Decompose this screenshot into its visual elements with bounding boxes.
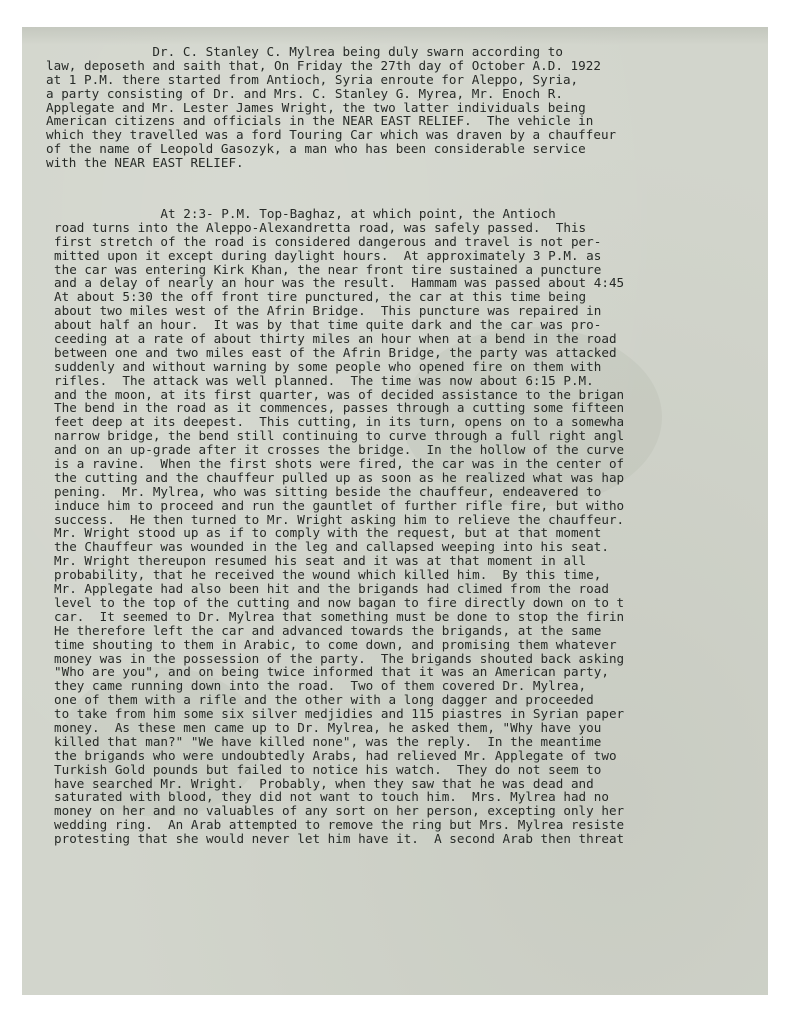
text-line: they came running down into the road. Two of them covered Dr. Mylrea,: [54, 678, 587, 694]
text-line: feet deep at its deepest. This cutting, in its turn, opens on to a somewha: [54, 414, 625, 430]
text-line: wedding ring. An Arab attempted to remove the ring but Mrs. Mylrea resiste: [54, 817, 625, 833]
text-line: level to the top of the cutting and now bagan to fire directly down on to t: [54, 594, 625, 610]
text-line: Applegate and Mr. Lester James Wright, the two latter individuals being: [46, 99, 586, 115]
text-line: "Who are you", and on being twice informed that it was an American party,: [54, 664, 609, 680]
text-line: car. It seemed to Dr. Mylrea that something must be done to stop the firin: [54, 608, 625, 624]
text-line: narrow bridge, the bend still continuing to curve through a full right angl: [54, 428, 625, 444]
text-line: saturated with blood, they did not want to touch him. Mrs. Mylrea had no: [54, 789, 609, 805]
text-line: law, deposeth and saith that, On Friday the 27th day of October A.D. 1922: [46, 57, 601, 73]
text-line: money was in the possession of the party. The brigands shouted back asking: [54, 650, 625, 666]
text-line: of the name of Leopold Gasozyk, a man who has been considerable service: [46, 141, 586, 157]
typed-affidavit-page: [22, 27, 768, 995]
text-line: road turns into the Aleppo-Alexandretta road, was safely passed. This: [54, 219, 587, 235]
text-line: probability, that he received the wound which killed him. By this time,: [54, 567, 602, 583]
incident-paragraph: [54, 207, 624, 846]
text-line: the Chauffeur was wounded in the leg and callapsed weeping into his seat.: [54, 539, 609, 555]
text-line: first stretch of the road is considered dangerous and travel is not per-: [54, 233, 602, 249]
text-line: between one and two miles east of the Afrin Bridge, the party was attacked: [54, 344, 617, 360]
text-line: Turkish Gold pounds but failed to notice his watch. They do not seem to: [54, 761, 602, 777]
text-line: about two miles west of the Afrin Bridge. This puncture was repaired in: [54, 303, 602, 319]
text-line: American citizens and officials in the NEAR EAST RELIEF. The vehicle in: [46, 113, 594, 129]
text-line: at 1 P.M. there started from Antioch, Syria enroute for Aleppo, Syria,: [46, 71, 579, 87]
text-line: induce him to proceed and run the gauntlet of further rifle fire, but witho: [54, 497, 625, 513]
text-line: and on an up-grade after it crosses the bridge. In the hollow of the curve: [54, 442, 625, 458]
opening-paragraph: [46, 45, 616, 170]
text-line: have searched Mr. Wright. Probably, when they saw that he was dead and: [54, 775, 594, 791]
text-line: about half an hour. It was by that time quite dark and the car was pro-: [54, 317, 602, 333]
text-line: with the NEAR EAST RELIEF.: [46, 155, 244, 171]
paper-top-shadow: [22, 27, 768, 45]
text-line: killed that man?" "We have killed none", was the reply. In the meantime: [54, 733, 602, 749]
text-line: Dr. C. Stanley C. Mylrea being duly swarn according to: [46, 44, 563, 59]
text-line: Mr. Wright stood up as if to comply with the request, but at that moment: [54, 525, 602, 541]
text-line: pening. Mr. Mylrea, who was sitting beside the chauffeur, endeavered to: [54, 483, 602, 499]
text-line: Mr. Applegate had also been hit and the brigands had climed from the road: [54, 581, 609, 597]
text-line: one of them with a rifle and the other with a long dagger and proceeded: [54, 692, 594, 708]
text-line: He therefore left the car and advanced towards the brigands, at the same: [54, 622, 602, 638]
text-line: the cutting and the chauffeur pulled up as soon as he realized what was hap: [54, 469, 625, 485]
text-line: is a ravine. When the first shots were fired, the car was in the center of: [54, 456, 625, 472]
text-line: success. He then turned to Mr. Wright asking him to relieve the chauffeur.: [54, 511, 625, 527]
text-line: time shouting to them in Arabic, to come down, and promising them whatever: [54, 636, 617, 652]
text-line: Mr. Wright thereupon resumed his seat and it was at that moment in all: [54, 553, 587, 569]
text-line: mitted upon it except during daylight hours. At approximately 3 P.M. as: [54, 247, 602, 263]
text-line: a party consisting of Dr. and Mrs. C. Stanley G. Myrea, Mr. Enoch R.: [46, 85, 563, 101]
text-line: The bend in the road as it commences, passes through a cutting some fifteen: [54, 400, 625, 416]
text-line: and a delay of nearly an hour was the result. Hammam was passed about 4:45: [54, 275, 625, 291]
text-line: and the moon, at its first quarter, was of decided assistance to the brigan: [54, 386, 625, 402]
text-line: money on her and no valuables of any sort on her person, excepting only her: [54, 803, 625, 819]
text-line: rifles. The attack was well planned. The time was now about 6:15 P.M.: [54, 372, 594, 388]
text-line: money. As these men came up to Dr. Mylrea, he asked them, "Why have you: [54, 719, 602, 735]
text-line: protesting that she would never let him have it. A second Arab then threat: [54, 831, 625, 847]
text-line: the brigands who were undoubtedly Arabs, had relieved Mr. Applegate of two: [54, 747, 617, 763]
text-line: which they travelled was a ford Touring Car which was draven by a chauffeur: [46, 127, 617, 143]
text-line: At about 5:30 the off front tire punctured, the car at this time being: [54, 289, 587, 305]
text-line: ceeding at a rate of about thirty miles an hour when at a bend in the road: [54, 331, 617, 347]
text-line: suddenly and without warning by some people who opened fire on them with: [54, 358, 602, 374]
text-line: At 2:3- P.M. Top-Baghaz, at which point, the Antioch: [54, 206, 556, 221]
text-line: to take from him some six silver medjidies and 115 piastres in Syrian paper: [54, 706, 625, 722]
text-line: the car was entering Kirk Khan, the near front tire sustained a puncture: [54, 261, 602, 277]
